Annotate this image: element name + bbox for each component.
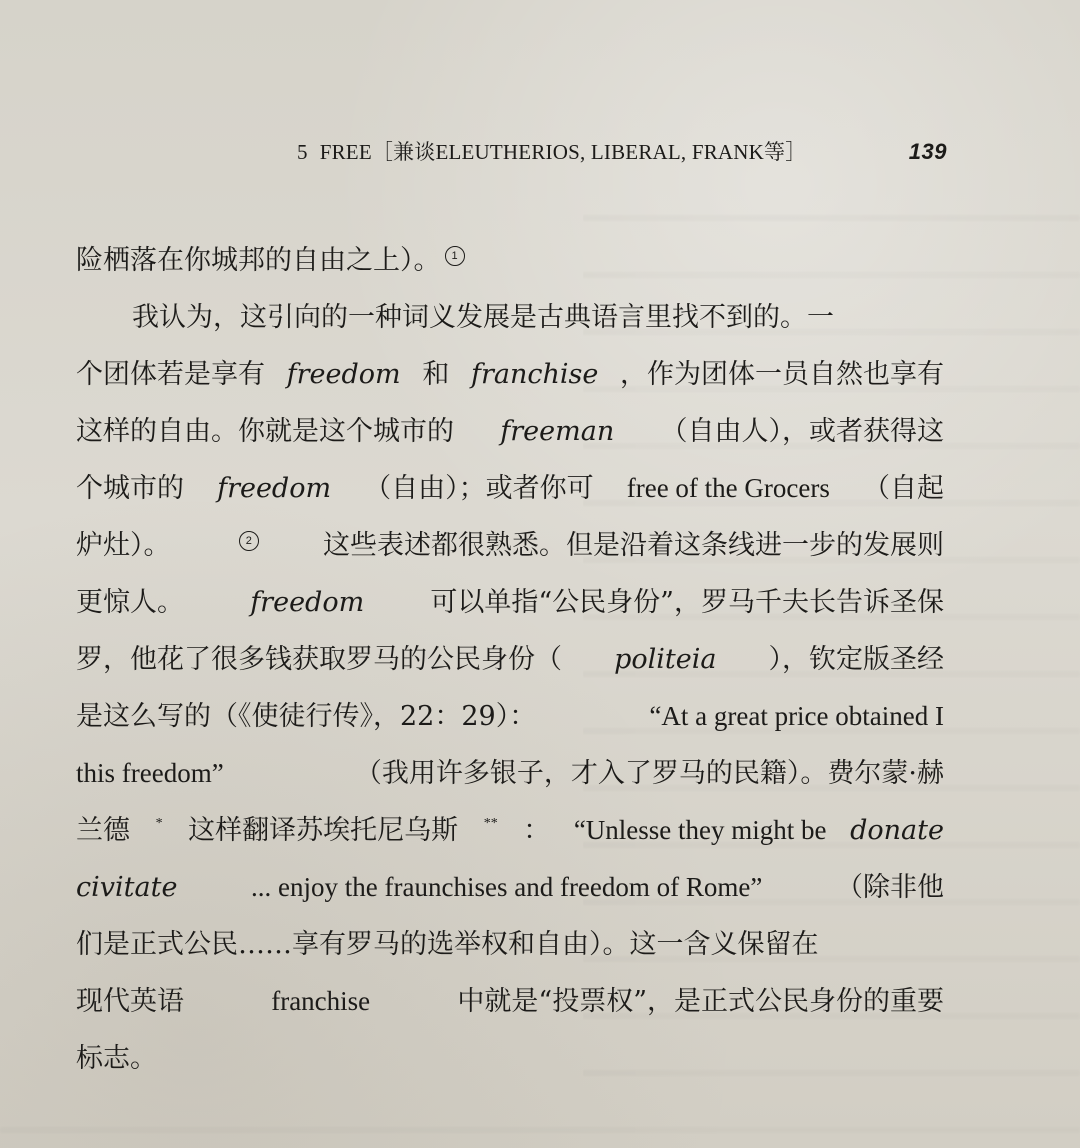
text-segment: 个团体若是享有 [76, 359, 265, 390]
text-segment: （自由）；或者你可 [364, 473, 594, 504]
italic-term: freeman [500, 416, 615, 447]
text-segment: 是这么写的（《使徒行传》，22：29）： [76, 701, 537, 732]
text-segment: （自起 [862, 473, 944, 504]
text-line-8 [76, 631, 944, 688]
italic-term: freedom [217, 473, 332, 504]
text-line-5 [76, 460, 944, 517]
text-line-10 [76, 745, 944, 802]
text-segment: （自由人），或者获得这 [660, 416, 944, 447]
english-quote: “At a great price obtained I [649, 701, 944, 731]
text-segment: 这样翻译苏埃托尼乌斯 [188, 815, 459, 846]
text-segment: 可以单指“公民身份”，罗马千夫长告诉圣保 [430, 587, 944, 618]
english-quote: this freedom” [76, 758, 224, 788]
text-segment: 现代英语 [76, 986, 184, 1017]
text-line-3 [76, 346, 944, 403]
text-segment: 们是正式公民……享有罗马的选举权和自由）。这一含义保留在 [76, 929, 819, 960]
italic-term: franchise [470, 359, 599, 390]
english-phrase: free of the Grocers [626, 473, 830, 503]
text-segment: 这样的自由。你就是这个城市的 [76, 416, 454, 447]
text-segment: 险栖落在你城邦的自由之上）。 [76, 245, 441, 276]
editor-note-marker: ** [483, 816, 498, 831]
text-segment: 个城市的 [76, 473, 184, 504]
text-segment: ，作为团体一员自然也享有 [620, 359, 944, 390]
text-segment: （我用许多银子，才入了罗马的民籍）。费尔蒙·赫 [354, 758, 944, 789]
text-segment: ），钦定版圣经 [768, 644, 944, 675]
text-segment: 这些表述都很熟悉。但是沿着这条线进一步的发展则 [323, 530, 944, 561]
text-line-9 [76, 688, 944, 745]
italic-term: freedom [250, 587, 365, 618]
text-segment: 我认为，这引向的一种词义发展是古典语言里找不到的。一 [132, 302, 834, 333]
english-quote: ... enjoy the fraunchises and freedom of Rome” [251, 872, 763, 902]
text-line-14 [76, 973, 944, 1030]
english-quote: “Unlesse they might be [573, 815, 827, 845]
text-line-11 [76, 802, 944, 859]
latin-term: civitate [76, 872, 178, 903]
text-segment: （除非他 [836, 872, 944, 903]
text-line-1 [76, 232, 944, 289]
page-number: 139 [908, 139, 947, 164]
footnote-reference: 2 [239, 531, 259, 551]
chapter-number: 5 [297, 140, 308, 164]
text-line-12 [76, 859, 944, 916]
english-term: franchise [271, 986, 371, 1016]
text-segment: ： [523, 815, 551, 846]
text-line-6 [76, 517, 944, 574]
text-segment: 和 [422, 359, 450, 390]
text-segment: 标志。 [76, 1043, 157, 1074]
text-segment: 兰德 [76, 815, 130, 846]
text-line-13 [76, 916, 944, 973]
italic-term: freedom [286, 359, 401, 390]
body-text [76, 232, 944, 1092]
italic-term: politeia [614, 644, 717, 675]
text-segment: 更惊人。 [76, 587, 184, 618]
text-segment: 罗，他花了很多钱获取罗马的公民身份（ [76, 644, 562, 675]
running-header [297, 136, 947, 168]
text-segment: 炉灶）。 [76, 530, 171, 561]
running-title: FREE［兼谈ELEUTHERIOS, LIBERAL, FRANK等］ [319, 140, 807, 164]
text-line-15 [76, 1030, 944, 1087]
text-segment: 中就是“投票权”，是正式公民身份的重要 [457, 986, 944, 1017]
text-line-4 [76, 403, 944, 460]
editor-note-marker: * [155, 816, 163, 831]
latin-term: donate [850, 815, 944, 846]
footnote-reference: 1 [445, 246, 465, 266]
text-line-2 [76, 289, 944, 346]
text-line-7 [76, 574, 944, 631]
